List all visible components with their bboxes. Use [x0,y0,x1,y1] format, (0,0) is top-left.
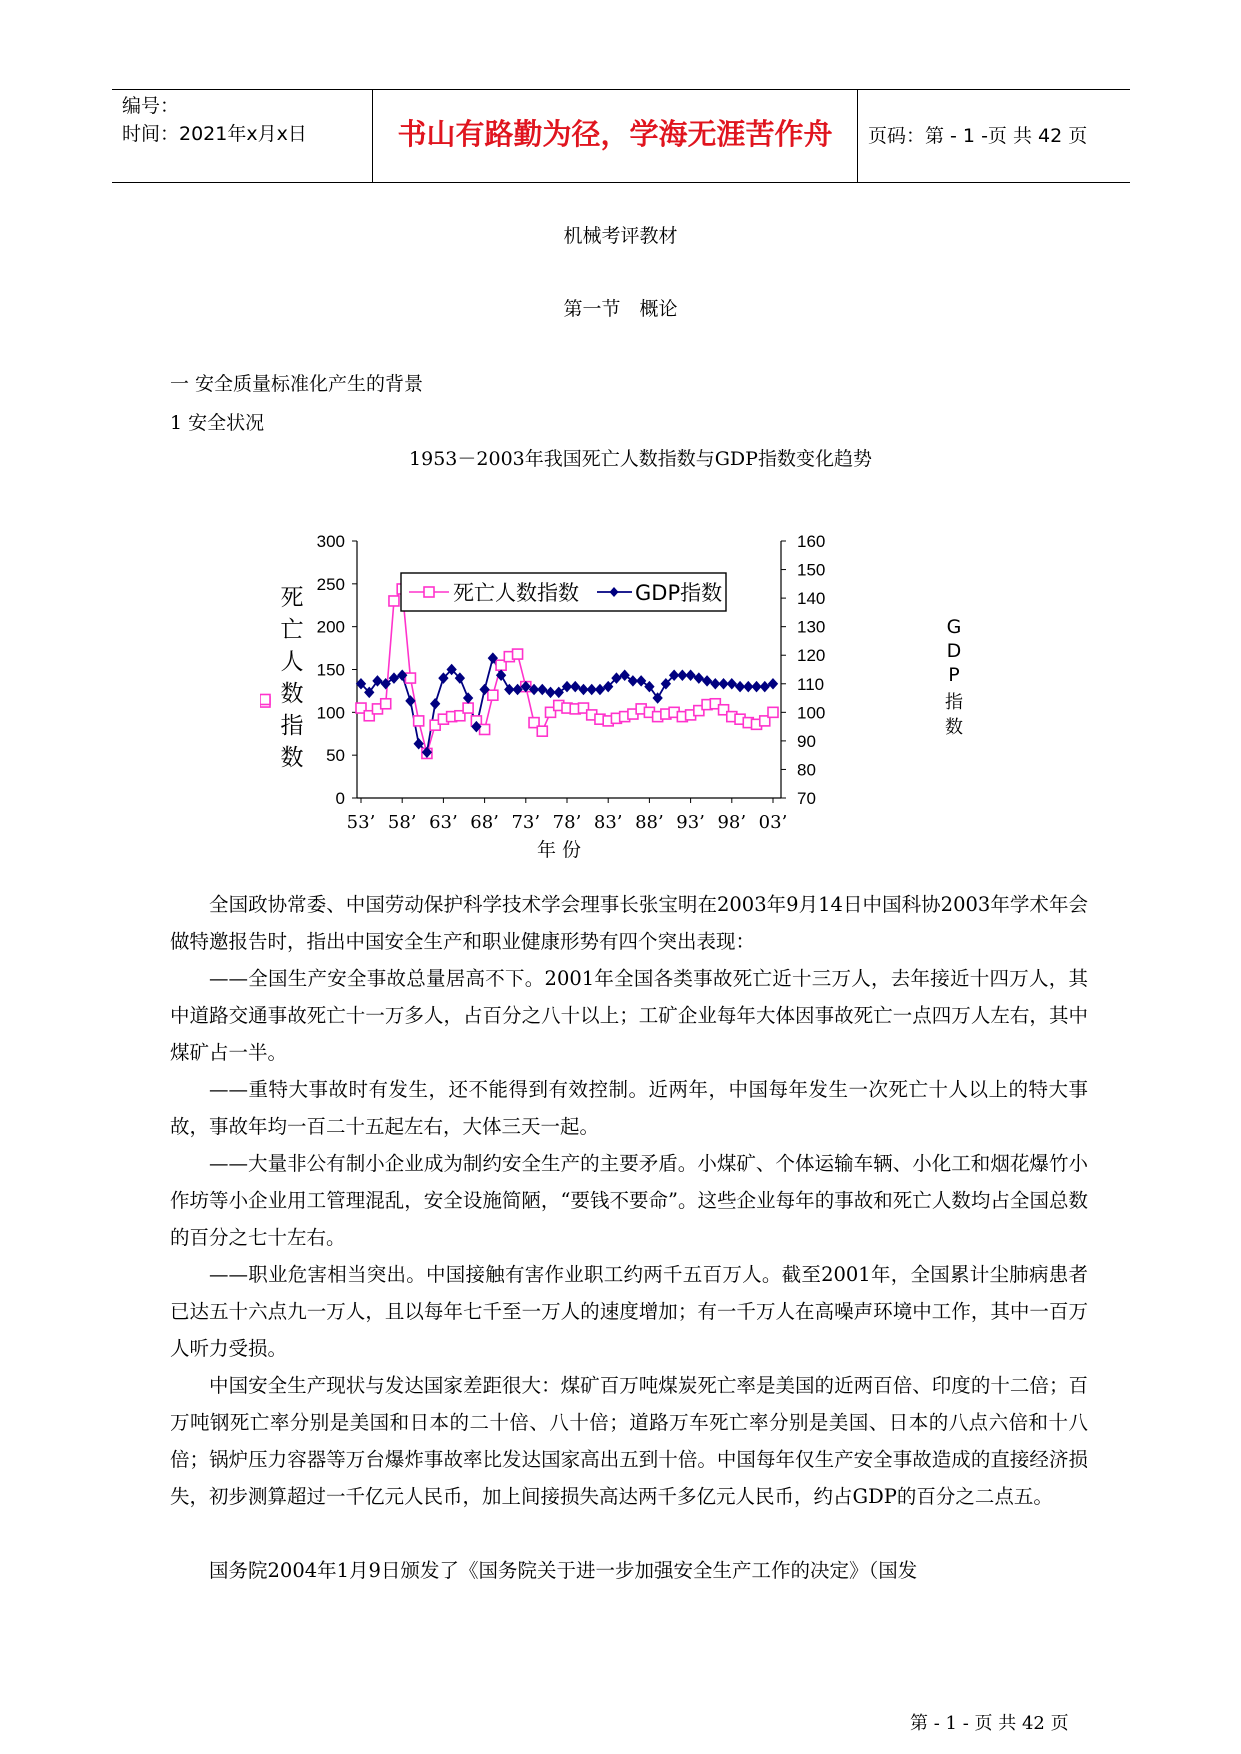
y2-axis-label-char: 指 [945,692,963,713]
y-axis-label-char: 死 [280,585,304,611]
y-axis-label-char: 数 [280,745,304,771]
gdp-index-point [760,682,769,692]
gdp-index-point [686,670,695,680]
x-tick-label: 88’ [635,812,664,833]
y2-tick-label: 150 [797,560,826,580]
y2-tick-label: 140 [797,589,826,609]
death-index-point [488,690,498,700]
death-index-point [480,724,490,734]
gdp-index-point [389,673,398,683]
y2-tick-label: 100 [797,703,826,723]
header-divider-2 [857,89,858,182]
paragraph-5: ——职业危害相当突出。中国接触有害作业职工约两千五百万人。截至2001年，全国累计尘肺病患者已达五十六点九一万人，且以每年七千至一万人的速度增加；有一千万人在高噪声环境中工作，其中一百万人听力受损。 [170,1263,1088,1360]
paragraph-7: 国务院2004年1月9日颁发了《国务院关于进一步加强安全生产工作的决定》（国发 [209,1559,918,1582]
x-tick-label: 83’ [593,812,623,833]
y2-tick-label: 130 [797,617,826,637]
gdp-index-point [620,670,629,680]
y2-tick-label: 120 [797,646,826,666]
header-page-label: 页码：第 - 1 -页 共 42 页 [868,125,1088,147]
y2-tick-label: 110 [797,674,825,694]
y-tick-label: 200 [316,617,345,637]
gdp-index-point [431,699,440,709]
death-index-line [361,589,773,753]
death-index-point [381,699,391,709]
doc-title: 机械考评教材 [563,225,678,247]
heading-2: 1 安全状况 [170,412,265,434]
gdp-index-point [637,676,646,686]
header-bottom-rule [112,182,1130,183]
death-index-point [389,596,399,606]
y-tick-label: 150 [316,660,345,680]
doc-time-label: 时间：2021年x月x日 [122,123,307,145]
x-tick-label: 63’ [429,812,458,833]
paragraph-1: 全国政协常委、中国劳动保护科学技术学会理事长张宝明在2003年9月14日中国科协2003年学术年会做特邀报告时，指出中国安全生产和职业健康形势有四个突出表现： [170,893,1088,953]
y2-axis-label-char: G [946,616,962,638]
paragraph-6: 中国安全生产现状与发达国家差距很大：煤矿百万吨煤炭死亡率是美国的近两百倍、印度的十二倍；百万吨钢死亡率分别是美国和日本的二十倍、八十倍；道路万车死亡率分别是美国、日本的八点六倍和十八倍；锅炉压力容器等万台爆炸事故率比发达国家高出五到十倍。中国每年仅生产安全事故造成的直接经济损失，初步测算超过一千亿元人民币，加上间接损失高达两千多亿元人民币，约占GDP的百分之二点五。 [170,1374,1088,1508]
heading-1: 一 安全质量标准化产生的背景 [170,373,424,395]
section-title: 第一节 概论 [563,298,678,320]
death-index-point [463,703,473,713]
gdp-index-point [694,673,703,683]
y2-axis-label-char: P [948,664,960,686]
gdp-index-point [381,679,390,689]
gdp-index-point [538,684,547,694]
death-index-point [768,707,778,717]
gdp-index-point [769,679,778,689]
x-tick-label: 73’ [511,812,541,833]
doc-number-label: 编号： [122,95,180,117]
x-tick-label: 53’ [346,812,376,833]
gdp-index-point [554,687,563,697]
y-tick-label: 0 [335,789,345,808]
x-tick-label: 78’ [552,812,582,833]
gdp-index-point [571,682,580,692]
gdp-index-point [464,693,473,703]
death-index-point [513,649,523,659]
y-axis-label-char: 指 [280,713,304,739]
y-tick-label: 300 [316,532,345,551]
x-tick-label: 93’ [676,812,705,833]
gdp-index-point [595,684,604,694]
chart-legend [401,573,726,611]
header-divider-1 [372,89,373,182]
y-tick-label: 250 [316,574,345,594]
x-tick-label: 68’ [470,812,499,833]
gdp-index-point [703,676,712,686]
x-axis-label: 年 份 [536,839,582,861]
legend-death-marker [424,587,434,597]
death-index-point [414,716,424,726]
y2-axis-label-char: D [946,640,962,662]
paragraph-4: ——大量非公有制小企业成为制约安全生产的主要矛盾。小煤矿、个体运输车辆、小化工和烟花爆竹小作坊等小企业用工管理混乱，安全设施简陋，“要钱不要命”。这些企业每年的事故和死亡人数均占全国总数的百分之七十左右。 [170,1152,1088,1249]
trend-chart [260,515,980,890]
y-tick-label: 50 [326,746,345,766]
y-axis-label-char: 人 [280,649,304,675]
death-index-point [537,726,547,736]
x-tick-label: 98’ [717,812,747,833]
legend-gdp-label: GDP指数 [635,581,723,605]
y2-tick-label: 80 [797,760,816,780]
death-index-point [260,694,270,704]
header-meta [122,92,307,148]
x-tick-label: 03’ [758,812,788,833]
paragraph-2: ——全国生产安全事故总量居高不下。2001年全国各类事故死亡近十三万人，去年接近十四万人，其中道路交通事故死亡十一万多人，占百分之八十以上；工矿企业每年大体因事故死亡一点四万人左右，其中煤矿占一半。 [170,967,1088,1064]
gdp-index-point [727,679,736,689]
header-motto: 书山有路勤为径，学海无涯苦作舟 [397,117,833,151]
chart-caption: 1953－2003年我国死亡人数指数与GDP指数变化趋势 [409,448,872,470]
footer-page-label: 第 - 1 - 页 共 42 页 [910,1713,1069,1734]
x-tick-label: 58’ [387,812,417,833]
legend-death-label: 死亡人数指数 [453,581,579,605]
y2-tick-label: 70 [797,789,816,808]
paragraph-3: ——重特大事故时有发生，还不能得到有效控制。近两年，中国每年发生一次死亡十人以上的特大事故，事故年均一百二十五起左右，大体三天一起。 [170,1078,1088,1138]
y-tick-label: 100 [316,703,345,723]
y2-tick-label: 90 [797,731,816,751]
header-top-rule [112,89,1130,90]
y-axis-label-char: 亡 [280,617,304,643]
death-index-point [405,673,415,683]
y2-axis-label-char: 数 [945,717,963,738]
y-axis-label-char: 数 [280,681,304,707]
y2-tick-label: 160 [797,532,826,551]
